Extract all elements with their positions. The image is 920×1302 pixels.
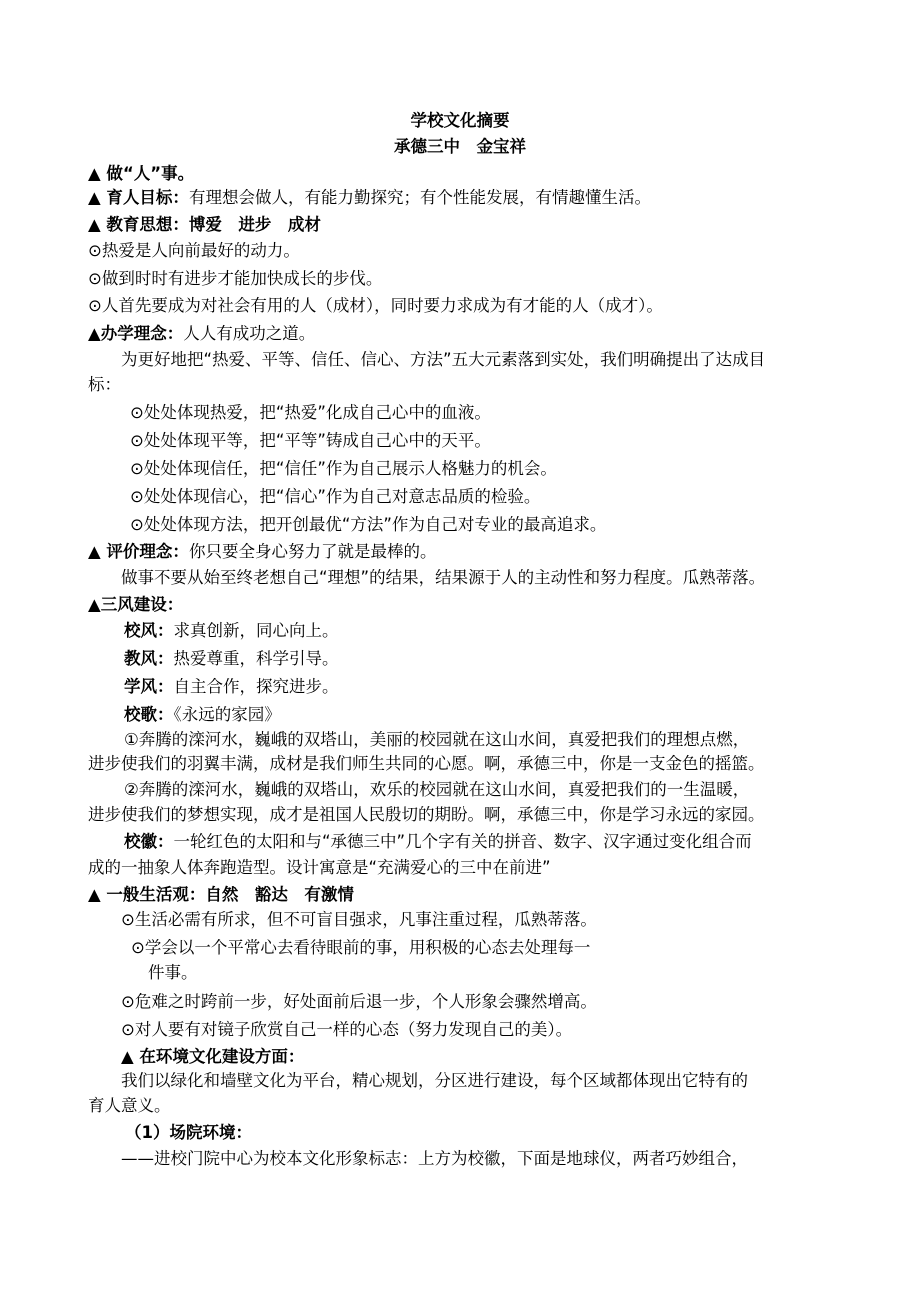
evaluation-philosophy-label: ▲ 评价理念： bbox=[88, 542, 189, 561]
list-item: ⊙处处体现方法，把开创最优“方法”作为自己对专业的最高追求。 bbox=[130, 515, 607, 534]
education-goal bbox=[88, 187, 651, 209]
paragraph-line: 育人意义。 bbox=[88, 1096, 171, 1115]
teaching-style-label: 教风： bbox=[124, 649, 174, 668]
school-badge-text: 一轮红色的太阳和与“承德三中”几个字有关的拼音、数字、汉字通过变化组合而 bbox=[173, 832, 752, 851]
paragraph-line: 为更好地把“热爱、平等、信任、信心、方法”五大元素落到实处，我们明确提出了达成目 bbox=[121, 350, 766, 369]
school-song-title: 《永远的家园》 bbox=[173, 705, 281, 724]
education-goal-text: 有理想会做人，有能力勤探究；有个性能发展，有情趣懂生活。 bbox=[188, 188, 651, 207]
teaching-style bbox=[124, 648, 339, 670]
school-style-text: 求真创新，同心向上。 bbox=[173, 621, 339, 640]
list-item: ⊙处处体现热爱，把“热爱”化成自己心中的血液。 bbox=[130, 403, 491, 422]
heading-courtyard: （1）场院环境： bbox=[125, 1123, 252, 1142]
list-item-continuation: 件事。 bbox=[148, 963, 198, 982]
list-item: ⊙处处体现信心，把“信心”作为自己对意志品质的检验。 bbox=[130, 487, 541, 506]
list-item: ⊙处处体现平等，把“平等”铸成自己心中的天平。 bbox=[130, 431, 491, 450]
song-verse-line: 进步使我们的羽翼丰满，成材是我们师生共同的心愿。啊，承德三中，你是一支金色的摇篮。 bbox=[88, 754, 765, 773]
education-goal-label: ▲ 育人目标： bbox=[88, 188, 189, 207]
list-item: ⊙生活必需有所求，但不可盲目强求，凡事注重过程，瓜熟蒂落。 bbox=[121, 910, 597, 929]
list-item: ⊙对人要有对镜子欣赏自己一样的心态（努力发现自己的美）。 bbox=[121, 1020, 573, 1039]
paragraph-line: 标： bbox=[88, 375, 121, 394]
list-item: ⊙人首先要成为对社会有用的人（成材），同时要力求成为有才能的人（成才）。 bbox=[88, 296, 663, 315]
school-philosophy bbox=[88, 323, 315, 345]
evaluation-philosophy bbox=[88, 541, 436, 563]
evaluation-philosophy-text: 你只要全身心努力了就是最棒的。 bbox=[188, 542, 437, 561]
list-item: ⊙危难之时跨前一步，好处面前后退一步，个人形象会骤然增高。 bbox=[121, 992, 597, 1011]
list-item: ⊙处处体现信任，把“信任”作为自己展示人格魅力的机会。 bbox=[130, 459, 557, 478]
heading-environment-culture: ▲ 在环境文化建设方面： bbox=[121, 1047, 305, 1066]
song-verse-line: ①奔腾的滦河水，巍峨的双塔山，美丽的校园就在这山水间，真爱把我们的理想点燃， bbox=[124, 730, 750, 749]
list-item: ⊙学会以一个平常心去看待眼前的事，用积极的心态去处理每一 bbox=[131, 938, 591, 957]
school-badge bbox=[124, 831, 752, 853]
doc-subtitle: 承德三中 金宝祥 bbox=[394, 137, 526, 156]
school-style-label: 校风： bbox=[124, 621, 174, 640]
school-song-label: 校歌： bbox=[124, 705, 174, 724]
school-song bbox=[124, 704, 281, 726]
paragraph-line: 做事不要从始至终老想自己“理想”的结果，结果源于人的主动性和努力程度。瓜熟蒂落。 bbox=[121, 568, 766, 587]
study-style bbox=[124, 676, 339, 698]
song-verse-line: ②奔腾的滦河水，巍峨的双塔山，欢乐的校园就在这山水间，真爱把我们的一生温暖， bbox=[124, 780, 750, 799]
paragraph-line: 我们以绿化和墙壁文化为平台，精心规划，分区进行建设，每个区域都体现出它特有的 bbox=[121, 1071, 748, 1090]
school-philosophy-label: ▲办学理念： bbox=[88, 324, 184, 343]
heading-life-view: ▲ 一般生活观：自然 豁达 有激情 bbox=[88, 885, 354, 904]
paragraph-line: ——进校门院中心为校本文化形象标志：上方为校徽，下面是地球仪，两者巧妙组合， bbox=[121, 1149, 748, 1168]
heading-education-thought: ▲ 教育思想：博爱 进步 成材 bbox=[88, 215, 321, 234]
heading-do-person: ▲ 做“人”事。 bbox=[88, 164, 195, 183]
teaching-style-text: 热爱尊重，科学引导。 bbox=[173, 649, 339, 668]
song-verse-line: 进步使我们的梦想实现，成才是祖国人民殷切的期盼。啊，承德三中，你是学习永远的家园。 bbox=[88, 805, 765, 824]
doc-title: 学校文化摘要 bbox=[410, 111, 510, 130]
study-style-label: 学风： bbox=[124, 677, 174, 696]
heading-three-styles: ▲三风建设： bbox=[88, 595, 184, 614]
list-item: ⊙做到时时有进步才能加快成长的步伐。 bbox=[88, 269, 383, 288]
school-style bbox=[124, 620, 339, 642]
school-badge-label: 校徽： bbox=[124, 832, 174, 851]
study-style-text: 自主合作，探究进步。 bbox=[173, 677, 339, 696]
paragraph-line: 成的一抽象人体奔跑造型。设计寓意是“充满爱心的三中在前进” bbox=[88, 858, 551, 877]
list-item: ⊙热爱是人向前最好的动力。 bbox=[88, 241, 300, 260]
school-philosophy-text: 人人有成功之道。 bbox=[183, 324, 316, 343]
